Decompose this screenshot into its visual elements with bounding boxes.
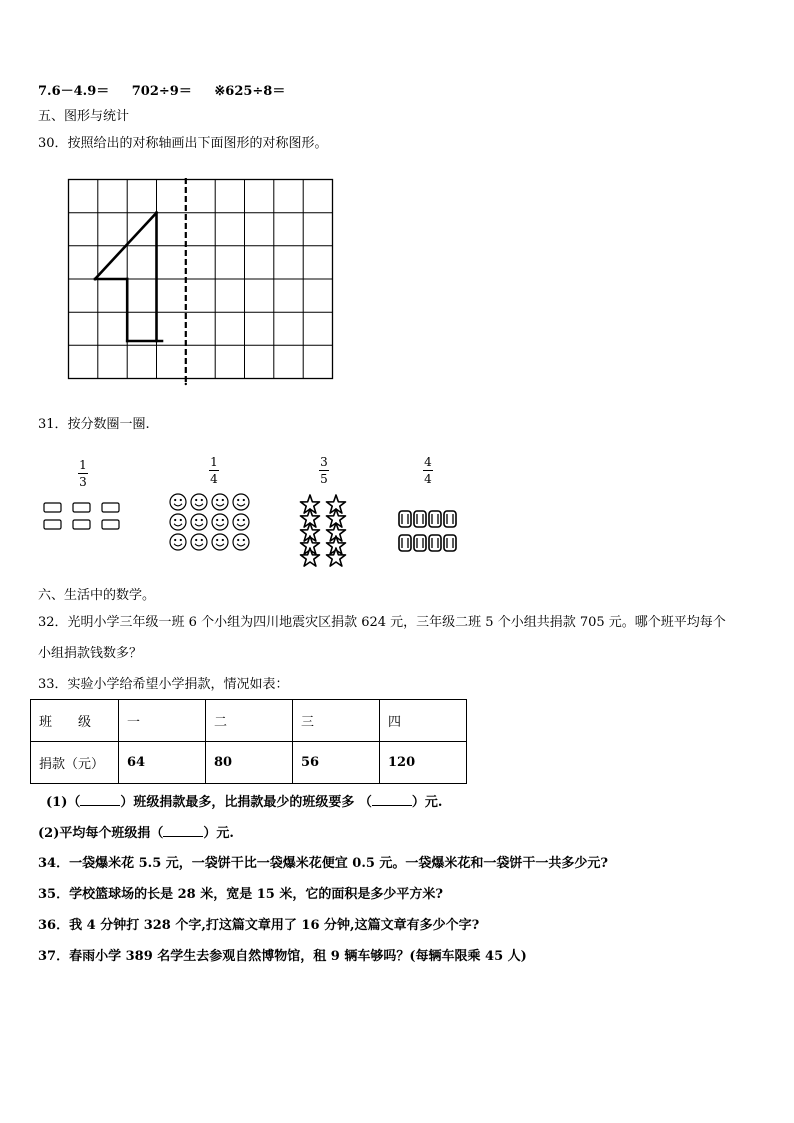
smiley-icon bbox=[170, 514, 186, 530]
star-icon bbox=[327, 548, 346, 566]
q33-1-text-b: ）班级捐款最多，比捐款最少的班级要多 （ bbox=[120, 795, 372, 810]
fraction-1-denominator: 3 bbox=[79, 475, 87, 489]
table-cell: 64 bbox=[119, 742, 206, 784]
fraction-1-numerator: 1 bbox=[79, 458, 87, 472]
cylinder-icon bbox=[399, 511, 411, 527]
question-32-line-1: 32．光明小学三年级一班 6 个小组为四川地震灾区捐款 624 元，三年级二班 5 个小组共捐款 705 元。哪个班平均每个 bbox=[38, 615, 726, 630]
smiley-icon bbox=[212, 534, 228, 550]
cylinder-icon bbox=[444, 535, 456, 551]
smiley-icon bbox=[233, 494, 249, 510]
symmetry-grid bbox=[67, 178, 335, 392]
fraction-4 bbox=[413, 455, 443, 486]
calc-3: ※625÷8＝ bbox=[214, 84, 286, 99]
smiley-icon bbox=[170, 534, 186, 550]
fraction-4-denominator: 4 bbox=[424, 472, 432, 486]
question-35: 35．学校篮球场的长是 28 米，宽是 15 米，它的面积是多少平方米? bbox=[38, 887, 443, 902]
donation-table bbox=[30, 699, 467, 784]
smiley-icon bbox=[233, 514, 249, 530]
calc-2: 702÷9＝ bbox=[131, 84, 192, 99]
table-cell: 班 级 bbox=[31, 700, 119, 742]
smiley-icon bbox=[191, 534, 207, 550]
answer-blank[interactable] bbox=[80, 793, 120, 806]
fraction-2 bbox=[199, 455, 229, 486]
rectangle-group bbox=[43, 500, 123, 534]
q33-2-text-b: ）元. bbox=[203, 826, 234, 841]
star-icon bbox=[301, 548, 320, 566]
table-cell: 80 bbox=[206, 742, 293, 784]
cylinder-icon bbox=[444, 511, 456, 527]
rectangle-icon bbox=[73, 520, 90, 529]
smiley-icon bbox=[212, 514, 228, 530]
smiley-group bbox=[168, 492, 254, 554]
question-30: 30．按照给出的对称轴画出下面图形的对称图形。 bbox=[38, 136, 328, 151]
question-33: 33．实验小学给希望小学捐款，情况如表： bbox=[38, 677, 289, 692]
answer-blank[interactable] bbox=[372, 793, 412, 806]
smiley-icon bbox=[233, 534, 249, 550]
table-row bbox=[31, 742, 467, 784]
table-cell: 120 bbox=[380, 742, 467, 784]
fraction-2-numerator: 1 bbox=[210, 455, 218, 469]
q33-2-text-a: (2)平均每个班级捐（ bbox=[38, 826, 164, 841]
smiley-icon bbox=[191, 514, 207, 530]
calc-row bbox=[38, 84, 285, 100]
question-34: 34．一袋爆米花 5.5 元，一袋饼干比一袋爆米花便宜 0.5 元。一袋爆米花和一袋饼干一共多少元? bbox=[38, 856, 609, 871]
table-cell: 二 bbox=[206, 700, 293, 742]
q33-1-text-a: (1)（ bbox=[46, 795, 81, 810]
section-5-heading: 五、图形与统计 bbox=[38, 109, 130, 124]
table-header-row bbox=[31, 700, 467, 742]
smiley-icon bbox=[191, 494, 207, 510]
answer-blank[interactable] bbox=[163, 824, 203, 837]
smiley-icon bbox=[212, 494, 228, 510]
rectangle-icon bbox=[73, 503, 90, 512]
q33-1-text-c: ）元. bbox=[411, 795, 443, 810]
fraction-3-denominator: 5 bbox=[320, 472, 328, 486]
table-cell: 一 bbox=[119, 700, 206, 742]
question-37: 37．春雨小学 389 名学生去参观自然博物馆，租 9 辆车够吗？(每辆车限乘 45 人) bbox=[38, 949, 527, 964]
cylinder-icon bbox=[399, 535, 411, 551]
star-group bbox=[296, 493, 352, 569]
section-6-heading: 六、生活中的数学。 bbox=[38, 588, 156, 603]
cylinder-icon bbox=[429, 535, 441, 551]
table-cell: 捐款（元） bbox=[31, 742, 119, 784]
grid-svg bbox=[67, 178, 335, 388]
fraction-1 bbox=[68, 458, 98, 489]
rectangle-icon bbox=[102, 503, 119, 512]
calc-1: 7.6－4.9＝ bbox=[38, 84, 110, 99]
smiley-icon bbox=[170, 494, 186, 510]
question-36: 36．我 4 分钟打 328 个字,打这篇文章用了 16 分钟,这篇文章有多少个字? bbox=[38, 918, 480, 933]
question-33-part-2 bbox=[38, 824, 234, 842]
cylinder-icon bbox=[414, 511, 426, 527]
cylinder-group bbox=[397, 507, 463, 557]
cylinder-icon bbox=[414, 535, 426, 551]
question-33-part-1 bbox=[46, 793, 442, 811]
rectangle-icon bbox=[102, 520, 119, 529]
figure-shape bbox=[95, 213, 162, 341]
table-cell: 56 bbox=[293, 742, 380, 784]
fraction-3 bbox=[309, 455, 339, 486]
table-cell: 三 bbox=[293, 700, 380, 742]
question-31: 31．按分数圈一圈. bbox=[38, 417, 150, 432]
fraction-4-numerator: 4 bbox=[424, 455, 432, 469]
rectangle-icon bbox=[44, 520, 61, 529]
cylinder-icon bbox=[429, 511, 441, 527]
table-cell: 四 bbox=[380, 700, 467, 742]
question-32-line-2: 小组捐款钱数多？ bbox=[38, 646, 143, 661]
rectangle-icon bbox=[44, 503, 61, 512]
fraction-3-numerator: 3 bbox=[320, 455, 328, 469]
fraction-2-denominator: 4 bbox=[210, 472, 218, 486]
